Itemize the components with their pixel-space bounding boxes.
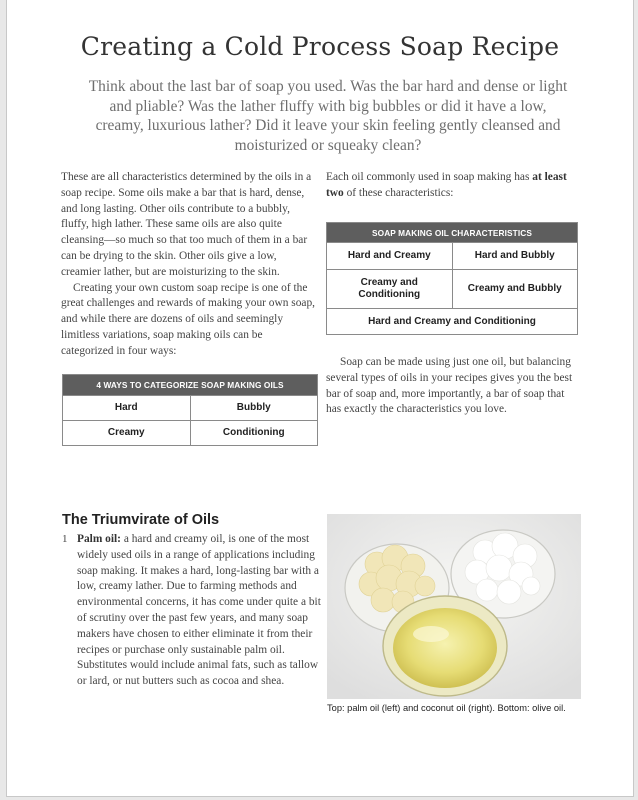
right-column-intro — [326, 170, 580, 202]
list-item-text: a hard and creamy oil, is one of the most widely used oils in a range of applications including soap making. It makes a hard, long-lasting bar with a low, creamy lather. Due to farming methods and environmental concerns, it has come under quite a bit of scrutiny over the past few years, and many soap makers have chosen to either eliminate it from their recipes or purchase only sustainable palm oil. Substitutes would include animal fats, such as tallow or lard, or nut butters such as cocoa and shea. — [77, 533, 321, 688]
table-header: 4 WAYS TO CATEGORIZE SOAP MAKING OILS — [63, 375, 317, 395]
list-item-number: 1 — [62, 533, 68, 545]
table-cell: Creamy and Bubbly — [452, 270, 578, 308]
table-cell: Hard and Creamy and Conditioning — [368, 315, 536, 327]
table-row — [327, 269, 577, 308]
list-item — [62, 532, 322, 690]
table-cell: Creamy and Conditioning — [358, 277, 421, 300]
table-row — [327, 308, 577, 334]
section-heading: The Triumvirate of Oils — [62, 512, 220, 528]
table-cell: Creamy — [107, 427, 145, 438]
table-cell: Hard — [114, 402, 138, 413]
table-row — [327, 242, 577, 269]
table-row — [63, 395, 317, 420]
right-intro-text: Each oil commonly used in soap making has — [326, 171, 533, 183]
right-column-paragraph: Soap can be made using just one oil, but balancing several types of oils in your recipes gives you the best bar of soap and, more importantly, a bar of soap that has exactly the characteristics you love. — [326, 356, 573, 416]
table-cell: Hard and Creamy — [347, 250, 431, 261]
body-paragraph-2: Creating your own custom soap recipe is one of the great challenges and rewards of making your own soap, and while there are dozens of oils and seemingly limitless variations, soap making oils can be categorized in four ways: — [61, 281, 315, 357]
table-header: SOAP MAKING OIL CHARACTERISTICS — [327, 223, 577, 242]
document-page — [6, 0, 634, 797]
table-row — [63, 420, 317, 445]
oils-photo — [327, 514, 581, 699]
right-intro-bold: at least two — [326, 171, 567, 199]
table-cell: Bubbly — [190, 396, 318, 420]
list-item-lead: Palm oil: — [77, 533, 121, 545]
table-cell: Conditioning — [190, 421, 318, 445]
table-cell: Hard and Bubbly — [452, 243, 578, 269]
characteristics-table — [326, 222, 578, 335]
photo-caption: Top: palm oil (left) and coconut oil (right). Bottom: olive oil. — [327, 703, 566, 713]
body-paragraph-1: These are all characteristics determined by the oils in a soap recipe. Some oils make a bar that is hard, dense, and long lasting. Other oils contribute to a bubbly, fluffy, high lather. These same oils are also quite cleansing—so much so that too much of them in a bar can be drying to the skin. Other oils give a low, creamier lather, but are moisturizing to the skin. — [61, 171, 312, 278]
right-intro-text-end: of these characteristics: — [343, 186, 454, 199]
page-title: Creating a Cold Process Soap Recipe — [80, 32, 560, 61]
oils-bowls-illustration — [327, 514, 581, 699]
left-column — [61, 170, 317, 360]
intro-paragraph: Think about the last bar of soap you used. Was the bar hard and dense or light and pliable? Was the lather fluffy with big bubbles or did it have a low, creamy, luxurious lather? Did it leave your skin feeling gently cleansed and moisturized or squeaky clean? — [88, 78, 568, 154]
categories-table — [62, 374, 318, 446]
